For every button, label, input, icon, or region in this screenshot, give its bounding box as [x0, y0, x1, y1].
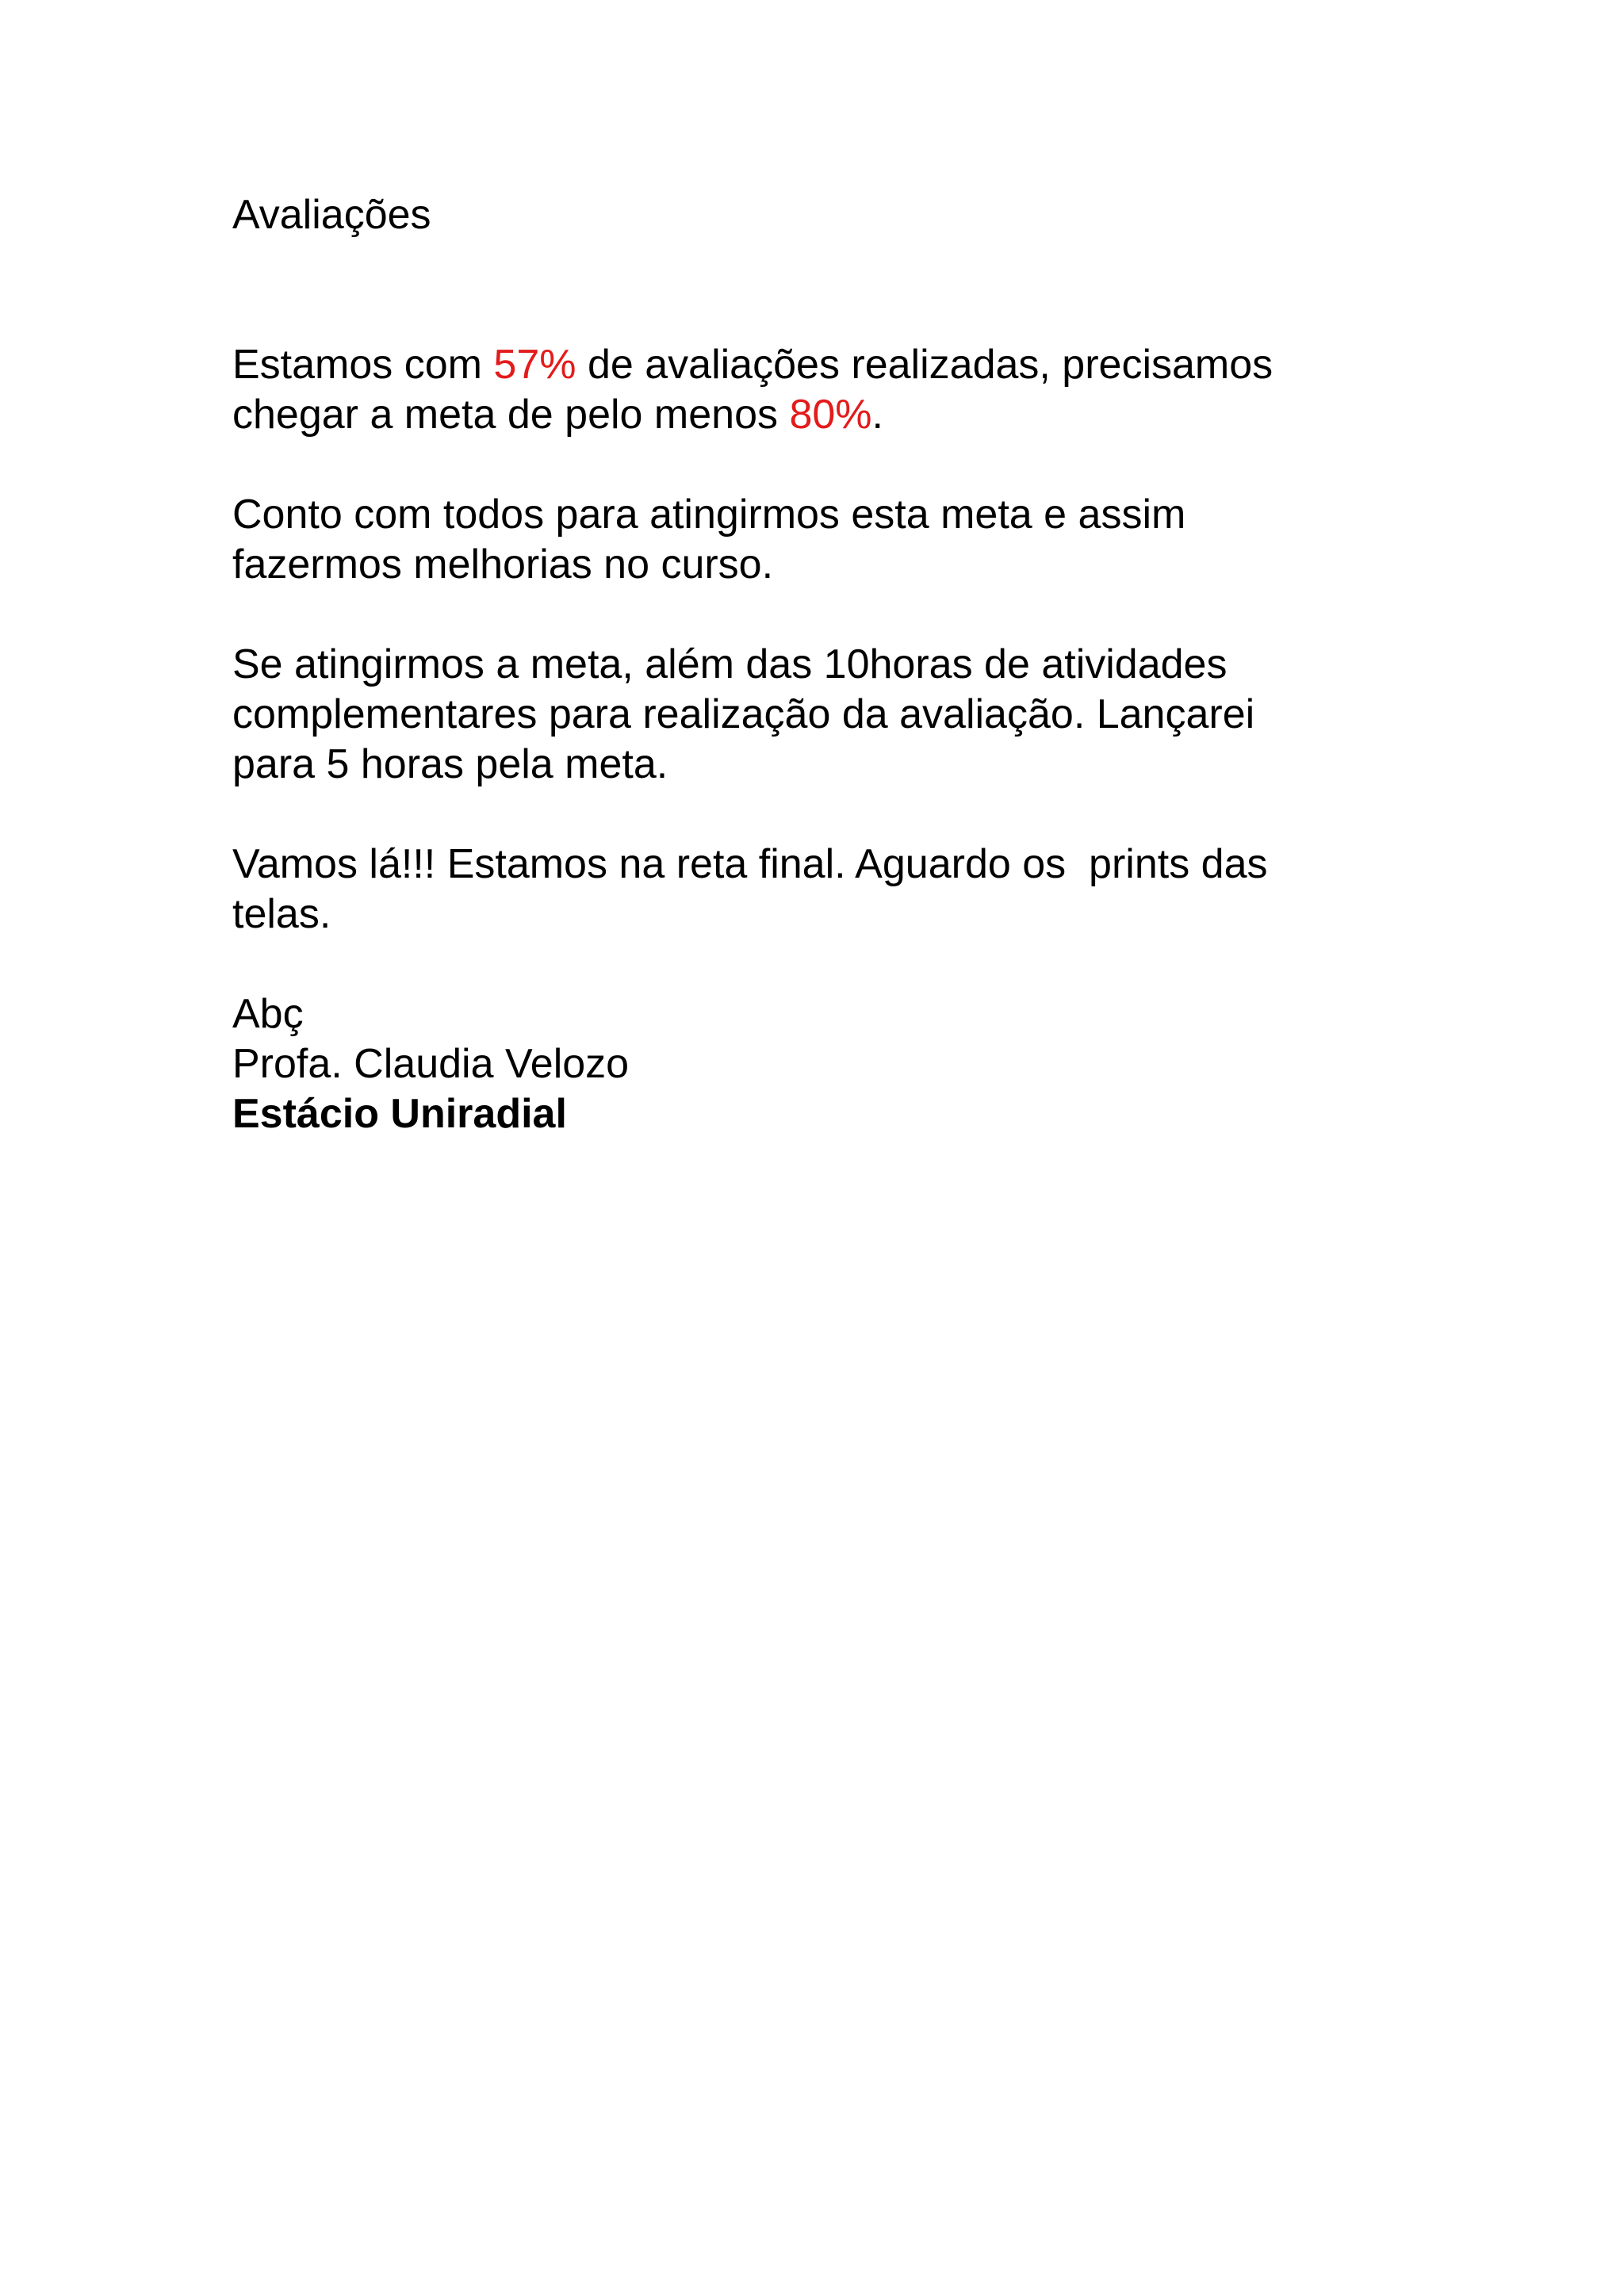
spacer [232, 240, 1382, 340]
spacer [232, 790, 1382, 840]
spacer [232, 939, 1382, 989]
text-segment: de avaliações realizadas, precisamos [576, 342, 1274, 388]
spacer [232, 440, 1382, 490]
paragraph-line [232, 340, 1382, 390]
paragraph-line: para 5 horas pela meta. [232, 741, 668, 787]
spacer [232, 590, 1382, 640]
paragraph-reward [232, 640, 1382, 790]
text-segment: . [871, 392, 883, 438]
paragraph-line: telas. [232, 891, 331, 937]
paragraph-line: complementares para realização da avaliação. Lançarei [232, 691, 1255, 737]
text-segment: chegar a meta de pelo menos [232, 392, 790, 438]
percent-highlight-goal: 80% [789, 392, 872, 438]
paragraph-encouragement [232, 490, 1382, 590]
paragraph-line: Vamos lá!!! Estamos na reta final. Aguardo os prints das [232, 841, 1268, 887]
document-body [232, 190, 1382, 1139]
text-segment: Estamos com [232, 342, 494, 388]
paragraph-evaluation-status [232, 340, 1382, 440]
paragraph-line: Conto com todos para atingirmos esta meta e assim [232, 492, 1186, 538]
signature-block [232, 989, 1382, 1139]
signature-institution: Estácio Uniradial [232, 1091, 567, 1137]
signature-name: Profa. Claudia Velozo [232, 1041, 630, 1087]
paragraph-line [232, 390, 1382, 440]
document-title: Avaliações [232, 192, 431, 238]
percent-highlight-current: 57% [493, 342, 576, 388]
paragraph-call-to-action [232, 840, 1382, 939]
signature-closing: Abç [232, 991, 304, 1037]
paragraph-line: Se atingirmos a meta, além das 10horas de atividades [232, 641, 1228, 687]
paragraph-line: fazermos melhorias no curso. [232, 541, 774, 587]
